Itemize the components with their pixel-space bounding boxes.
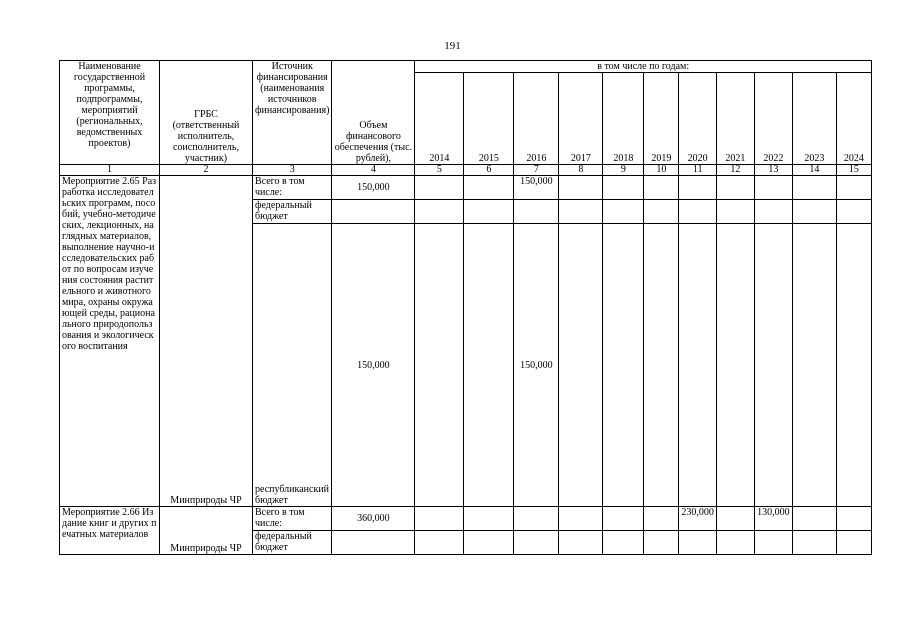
measure-grbs: Минприроды ЧР [160,176,253,507]
funding-source: федеральный бюджет [253,200,332,224]
header-year: 2017 [559,73,603,165]
funding-source: Всего в том числе: [253,176,332,200]
column-number: 3 [253,165,332,176]
year-amount [644,224,679,507]
year-amount [603,224,644,507]
year-amount [754,531,792,555]
year-amount [644,507,679,531]
year-amount: 150,000 [514,224,559,507]
year-amount [792,176,836,200]
column-number: 7 [514,165,559,176]
year-amount [559,176,603,200]
year-amount [679,176,717,200]
column-number: 15 [836,165,871,176]
year-amount: 130,000 [754,507,792,531]
year-amount: 150,000 [514,176,559,200]
year-amount [754,200,792,224]
header-year: 2016 [514,73,559,165]
column-number: 4 [332,165,415,176]
header-year: 2015 [464,73,514,165]
year-amount [716,507,754,531]
year-amount [716,176,754,200]
year-amount [603,176,644,200]
header-years-group: в том числе по годам: [415,61,872,73]
funding-source: республиканский бюджет [253,224,332,507]
year-amount [836,507,871,531]
header-year: 2020 [679,73,717,165]
column-number: 8 [559,165,603,176]
column-number: 12 [716,165,754,176]
year-amount [644,176,679,200]
measure-name: Мероприятие 2.65 Разработка исследовательских программ, пособий, учебно-методических, лекционных, наглядных материалов, выполнение научно-исследовательских работ по вопросам изучения состояния растительного и животного мира, охраны окружающей среды, рационального природопользования и экологического воспитания [60,176,160,507]
page-number: 191 [444,40,461,52]
column-number: 6 [464,165,514,176]
year-amount [754,176,792,200]
header-name: Наименование государственной программы, подпрограммы, мероприятий (региональных, ведомственных проектов) [60,61,160,165]
year-amount [415,531,464,555]
funding-volume [332,200,415,224]
header-year: 2024 [836,73,871,165]
year-amount [836,531,871,555]
header-year: 2023 [792,73,836,165]
funding-volume: 360,000 [332,507,415,531]
year-amount [514,200,559,224]
year-amount [559,200,603,224]
year-amount [559,531,603,555]
funding-source: Всего в том числе: [253,507,332,531]
column-number: 13 [754,165,792,176]
year-amount [836,176,871,200]
year-amount [464,176,514,200]
funding-volume: 150,000 [332,224,415,507]
year-amount [679,224,717,507]
year-amount [792,200,836,224]
year-amount [644,531,679,555]
measure-grbs: Минприроды ЧР [160,507,253,555]
header-year: 2022 [754,73,792,165]
year-amount [559,507,603,531]
year-amount [792,531,836,555]
column-number: 10 [644,165,679,176]
column-number: 9 [603,165,644,176]
financing-table [59,60,872,555]
year-amount [415,507,464,531]
header-grbs: ГРБС (ответственный исполнитель, соисполнитель, участник) [160,61,253,165]
year-amount [603,200,644,224]
column-number: 14 [792,165,836,176]
funding-volume: 150,000 [332,176,415,200]
year-amount [679,200,717,224]
year-amount [716,200,754,224]
column-number: 2 [160,165,253,176]
header-source: Источник финансирования (наименования источников финансирования) [253,61,332,165]
year-amount [644,200,679,224]
year-amount [792,507,836,531]
year-amount [716,531,754,555]
year-amount [464,200,514,224]
header-year: 2019 [644,73,679,165]
year-amount [679,531,717,555]
year-amount [836,200,871,224]
year-amount [792,224,836,507]
year-amount [464,507,514,531]
funding-volume [332,531,415,555]
header-year: 2021 [716,73,754,165]
year-amount [603,531,644,555]
year-amount [415,200,464,224]
column-number: 11 [679,165,717,176]
table-row [60,507,872,531]
year-amount [716,224,754,507]
header-year: 2018 [603,73,644,165]
year-amount [836,224,871,507]
year-amount [559,224,603,507]
column-number: 1 [60,165,160,176]
year-amount [754,224,792,507]
year-amount [514,507,559,531]
funding-source: федеральный бюджет [253,531,332,555]
year-amount [603,507,644,531]
year-amount [415,176,464,200]
year-amount [464,224,514,507]
year-amount [415,224,464,507]
header-year: 2014 [415,73,464,165]
measure-name: Мероприятие 2.66 Издание книг и других печатных материалов [60,507,160,555]
header-volume: Объем финансового обеспечения (тыс. рублей), [332,61,415,165]
year-amount: 230,000 [679,507,717,531]
year-amount [464,531,514,555]
column-number: 5 [415,165,464,176]
year-amount [514,531,559,555]
table-row [60,176,872,200]
